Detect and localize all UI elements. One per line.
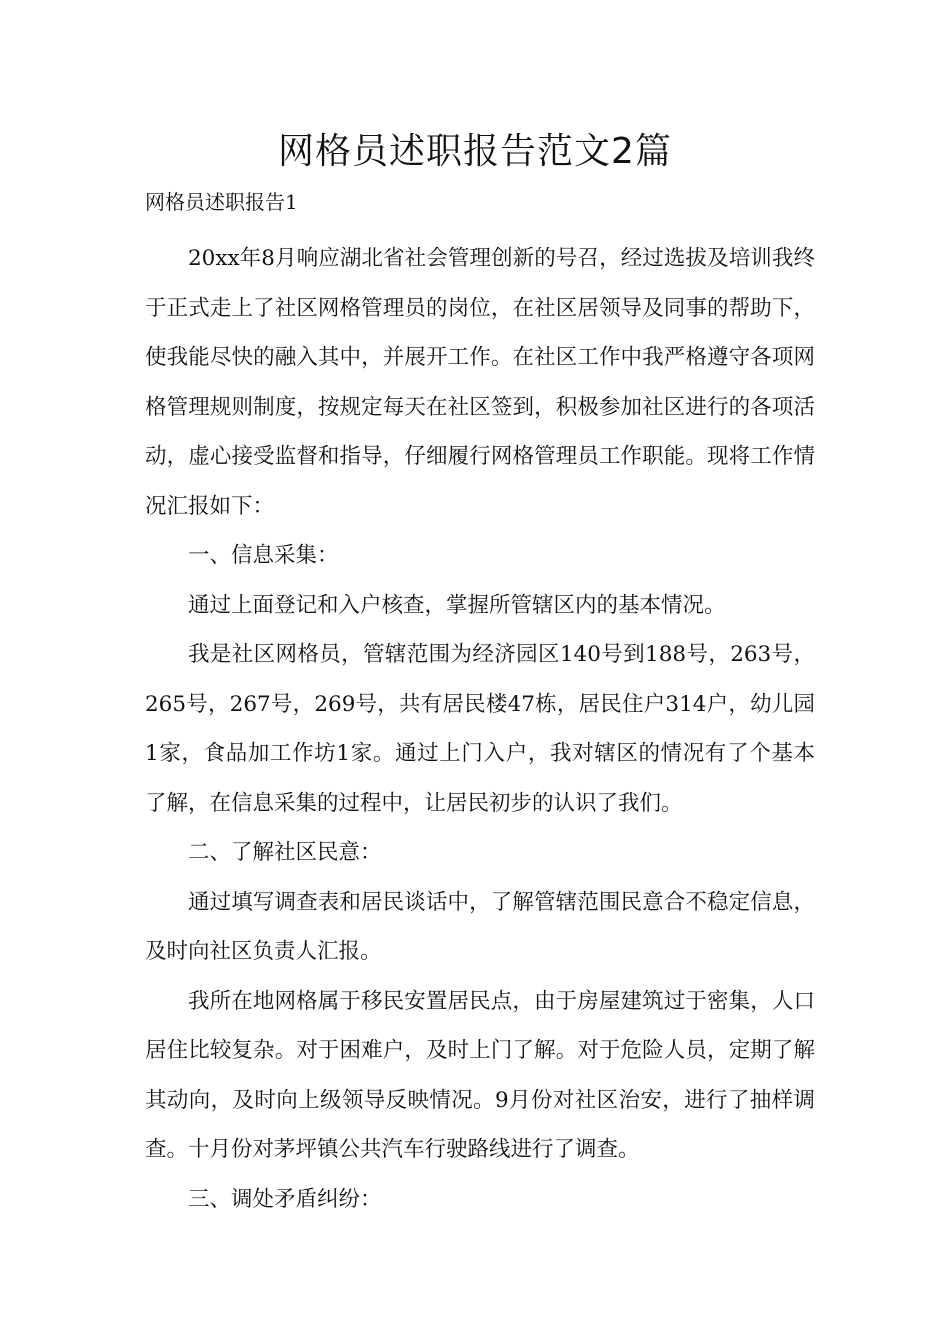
paragraph-info-collection-detail: 我是社区网格员，管辖范围为经济园区140号到188号，263号，265号，267号，269号，共有居民楼47栋，居民住户314户，幼儿园1家，食品加工作坊1家。通过上门入户，我对辖区的情况有了个基本了解，在信息采集的过程中，让居民初步的认识了我们。: [145, 642, 815, 816]
section-heading-dispute-mediation: 三、调处矛盾纠纷：: [188, 1186, 382, 1212]
document-body: [145, 234, 815, 1224]
paragraph-info-collection-summary: 通过上面登记和入户核查，掌握所管辖区内的基本情况。: [188, 592, 726, 618]
paragraph-intro: 20xx年8月响应湖北省社会管理创新的号召，经过选拔及培训我终于正式走上了社区网格管理员的岗位，在社区居领导及同事的帮助下，使我能尽快的融入其中，并展开工作。在社区工作中我严格遵守各项网格管理规则制度，按规定每天在社区签到，积极参加社区进行的各项活动，虚心接受监督和指导，仔细履行网格管理员工作职能。现将工作情况汇报如下：: [145, 246, 815, 519]
paragraph-public-opinion-detail: 我所在地网格属于移民安置居民点，由于房屋建筑过于密集，人口居住比较复杂。对于困难户，及时上门了解。对于危险人员，定期了解其动向，及时向上级领导反映情况。9月份对社区治安，进行了抽样调查。十月份对茅坪镇公共汽车行驶路线进行了调查。: [145, 988, 815, 1162]
section-heading-public-opinion: 二、了解社区民意：: [188, 840, 382, 865]
section-heading-info-collection: 一、信息采集：: [188, 543, 339, 568]
page-title: 网格员述职报告范文2篇: [278, 131, 672, 172]
report-subtitle: 网格员述职报告1: [145, 190, 298, 214]
paragraph-public-opinion-summary: 通过填写调查表和居民谈话中，了解管辖范围民意合不稳定信息，及时向社区负责人汇报。: [145, 889, 815, 964]
